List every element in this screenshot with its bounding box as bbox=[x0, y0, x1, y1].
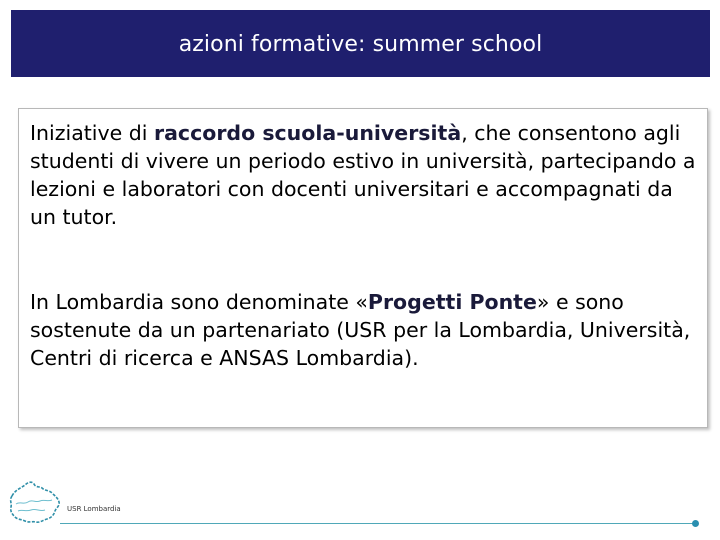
paragraph-1-text-before: Iniziative di bbox=[30, 121, 154, 145]
lombardia-region-map-icon bbox=[6, 478, 64, 528]
title-bar bbox=[11, 10, 710, 77]
footer-divider bbox=[60, 523, 694, 524]
footer-label: USR Lombardia bbox=[67, 505, 121, 513]
content-box bbox=[18, 108, 708, 428]
paragraph-1-text-after: , che consentono agli studenti di vivere un periodo estivo in università, partecipando a lezioni e laboratori con docenti universitari e accompagnati da un tutor. bbox=[30, 121, 696, 229]
slide-title: azioni formative: summer school bbox=[178, 32, 543, 57]
paragraph-summer-school bbox=[30, 119, 702, 231]
footer-dot-icon bbox=[692, 520, 699, 527]
paragraph-progetti-ponte bbox=[30, 288, 702, 372]
paragraph-1-highlight: raccordo scuola-università bbox=[153, 121, 462, 145]
paragraph-2-text-before: In Lombardia sono denominate « bbox=[30, 290, 368, 314]
paragraph-2-text-after: » e sono sostenute da un partenariato (USR per la Lombardia, Università, Centri di ricerca e ANSAS Lombardia). bbox=[30, 290, 691, 370]
paragraph-2-highlight: Progetti Ponte bbox=[367, 290, 537, 314]
